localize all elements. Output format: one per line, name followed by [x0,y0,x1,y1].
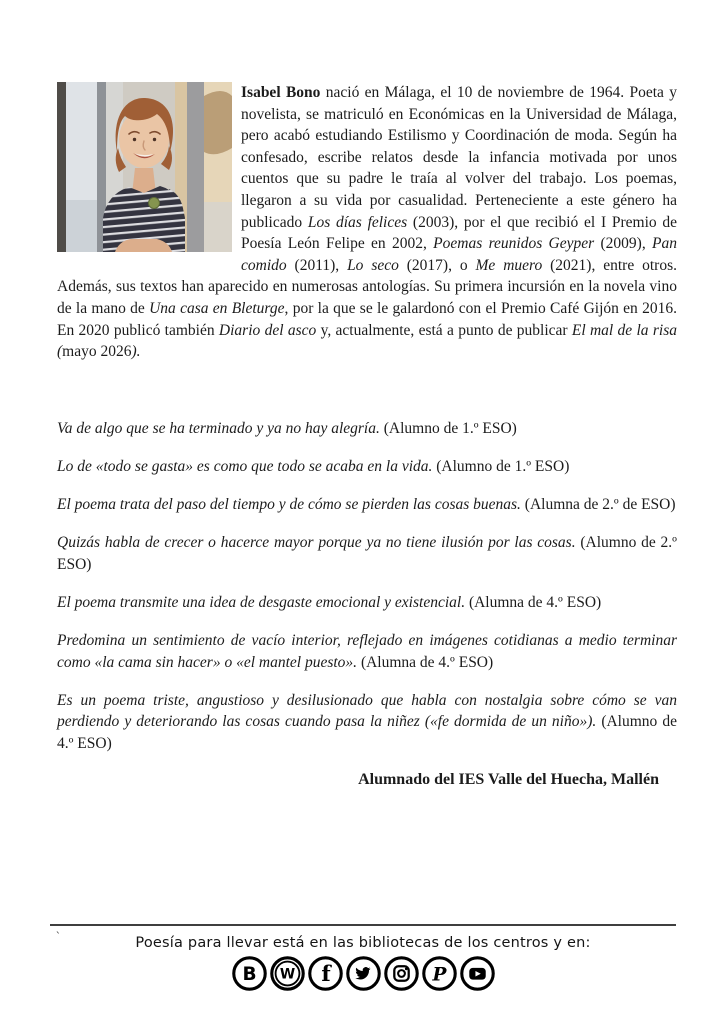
pinterest-glyph: P [432,964,446,986]
pinterest-icon[interactable] [421,955,458,992]
student-quotes-section [57,418,677,789]
bio-text-segment: Una casa en Bleturge [149,299,285,317]
quote-text: Es un poema triste, angustioso y desilusionado que habla con nostalgia sobre cómo se van perdiendo y deteriorando las cosas cuando pasa la niñez («fe dormida de un niño»). [57,691,677,731]
footer-divider [50,924,676,926]
facebook-glyph: f [320,962,331,988]
bio-text-segment: nació en Málaga, el 10 de noviembre de 1964. Poeta y novelista, se matriculó en Económicas en la Universidad de Málaga, pero acabó estudiando Estilismo y Coordinación de moda. Según ha confesado, escribe relatos desde la infancia motivada por unos cuentos que su padre le traía al volver del trabajo. Los poemas, llegaron a su vida por casualidad. Perteneciente a este género ha publicado [241,84,677,231]
bio-text-segment: , por la que se le galardonó con el Premio Café Gijón en 2016. En 2020 publicó también [57,299,677,339]
quote-attribution: (Alumna de 4.º ESO) [465,593,602,611]
quote-text: El poema transmite una idea de desgaste emocional y existencial. [57,593,466,611]
quote-attribution: (Alumno de 1.º ESO) [432,458,570,476]
bio-text-segment: y, actualmente, está a punto de publicar [316,321,572,339]
bio-text-segment: Lo seco [347,256,399,274]
instagram-icon[interactable] [383,955,420,992]
youtube-icon[interactable] [459,955,496,992]
bio-text-segment: Diario del asco [218,321,317,339]
bio-text-segment: (2017), o [398,256,476,274]
quote-attribution: (Alumno de 4.º ESO) [57,713,677,752]
bio-text-segment: Me muero [475,256,543,274]
bio-text-segment: (2021), entre otros. Además, sus textos han aparecido en numerosas antologías. Su primera incursión en la novela vino de la mano de [57,256,677,317]
blogger-glyph: B [241,964,257,986]
author-photo-illustration [57,82,232,252]
bio-paragraph [57,82,677,363]
wordpress-glyph: W [279,966,295,983]
quote-attribution: (Alumno de 2.º ESO) [57,534,677,573]
student-quote [57,494,677,516]
blogger-icon[interactable] [231,955,268,992]
quote-attribution: (Alumna de 2.º de ESO) [520,496,676,514]
quote-attribution: (Alumno de 1.º ESO) [379,420,517,437]
wordpress-icon[interactable] [269,955,306,992]
facebook-icon[interactable] [307,955,344,992]
quote-text: Quizás habla de crecer o hacerce mayor porque ya no tiene ilusión por las cosas. [57,534,576,552]
bio-text-segment: (2003), por el que recibió el I Premio de Poesía León Felipe en 2002, [241,213,677,253]
author-photo [57,82,232,252]
social-icons-row [50,955,676,992]
bio-text-segment: (2011), [286,256,348,274]
quote-text: Lo de «todo se gasta» es como que todo se acaba en la vida. [57,458,433,476]
footer-stray-mark: ` [55,930,62,943]
student-quote [57,690,677,755]
quote-attribution: (Alumna de 4.º ESO) [357,653,494,671]
footer-caption: Poesía para llevar está en las bibliotecas de los centros y en: [135,935,591,951]
bio-text-segment: (2009), [594,235,653,253]
bio-text-segment: Poemas reunidos Geyper [433,235,595,253]
student-quote [57,630,677,673]
bio-text-segment: Los días felices [307,213,408,231]
bio-text-segment: Pan comido [241,235,677,274]
student-quote [57,532,677,575]
student-quote [57,456,677,478]
twitter-icon[interactable] [345,955,382,992]
page-content [57,82,677,789]
quote-text: Va de algo que se ha terminado y ya no hay alegría. [57,420,380,437]
byline: Alumnado del IES Valle del Huecha, Mallén [358,771,659,789]
student-quote [57,418,677,440]
quote-text: Predomina un sentimiento de vacío interior, reflejado en imágenes cotidianas a medio terminar como «la cama sin hacer» o «el mantel puesto». [57,632,677,671]
student-quote [57,592,677,614]
bio-text-segment: mayo 2026 [62,343,132,361]
bio-text-segment: ). [131,343,141,361]
bio-text-segment: Isabel Bono [241,84,321,101]
quote-text: El poema trata del paso del tiempo y de cómo se pierden las cosas buenas. [57,496,521,514]
bio-text-segment: El mal de la risa ( [57,321,677,361]
page-footer [50,924,676,992]
